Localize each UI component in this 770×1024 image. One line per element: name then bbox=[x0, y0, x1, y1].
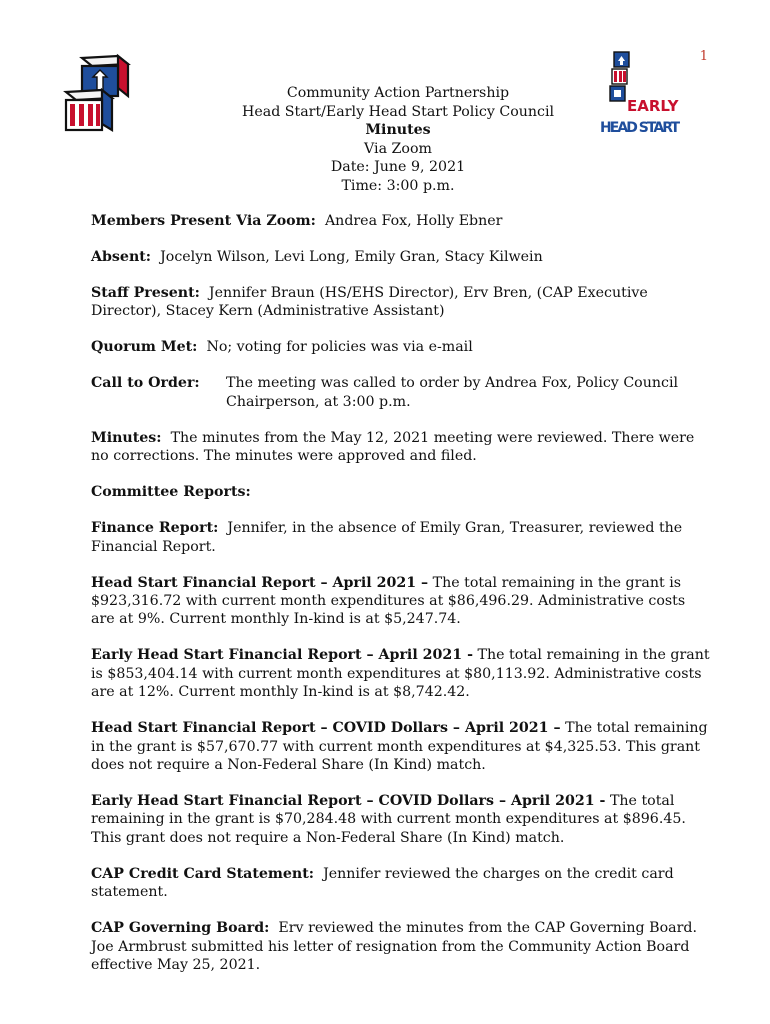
hs-financial-report: Head Start Financial Report – April 2021 – The total remaining in the grant is $923,316.72 with current month expenditures at $86,496.29. Administrative costs are at 9%. Current monthly In-kind is at $5,247.74. bbox=[91, 574, 686, 628]
governing-board-report: CAP Governing Board: Erv reviewed the minutes from the CAP Governing Board. Joe Armbrust submitted his letter of resignation from the Community Action Board effective May 25, 2021. bbox=[91, 920, 697, 974]
call-to-order: Call to Order: The meeting was called to order by Andrea Fox, Policy Council Chairperson, at 3:00 p.m. bbox=[91, 375, 679, 410]
logo-text-head-start: HEAD START bbox=[600, 120, 680, 136]
absent-members: Absent: Jocelyn Wilson, Levi Long, Emily Gran, Stacy Kilwein bbox=[91, 249, 543, 265]
hs-covid-report: Head Start Financial Report – COVID Dollars – April 2021 – The total remaining in the grant is $57,670.77 with current month expenditures at $4,325.53. This grant does not require a Non-Federal Share (In Kind) match. bbox=[91, 720, 708, 774]
doc-type: Minutes bbox=[365, 122, 431, 139]
members-present: Members Present Via Zoom: Andrea Fox, Holly Ebner bbox=[91, 213, 503, 229]
document-header bbox=[0, 84, 770, 196]
finance-report: Finance Report: Jennifer, in the absence of Emily Gran, Treasurer, reviewed the Financial Report. bbox=[91, 520, 683, 555]
committee-reports-heading: Committee Reports: bbox=[91, 484, 251, 501]
logo-text-early: EARLY bbox=[627, 97, 679, 115]
meeting-date: Date: June 9, 2021 bbox=[330, 159, 466, 176]
meeting-venue: Via Zoom bbox=[364, 140, 432, 157]
quorum-met: Quorum Met: No; voting for policies was via e-mail bbox=[91, 339, 473, 356]
council-name: Head Start/Early Head Start Policy Council bbox=[241, 103, 555, 120]
minutes-body bbox=[91, 212, 711, 992]
staff-present: Staff Present: Jennifer Braun (HS/EHS Director), Erv Bren, (CAP Executive Director), Stacey Kern (Administrative Assistant) bbox=[91, 285, 648, 320]
org-name: Community Action Partnership bbox=[286, 85, 510, 101]
meeting-time: Time: 3:00 p.m. bbox=[341, 177, 455, 194]
minutes-review: Minutes: The minutes from the May 12, 2021 meeting were reviewed. There were no corrections. The minutes were approved and filed. bbox=[91, 429, 695, 465]
credit-card-statement: CAP Credit Card Statement: Jennifer reviewed the charges on the credit card statement. bbox=[91, 865, 674, 901]
page-number: 1 bbox=[699, 49, 708, 64]
ehs-financial-report: Early Head Start Financial Report – April 2021 - The total remaining in the grant is $853,404.14 with current month expenditures at $80,113.92. Administrative costs are at 12%. Current monthly In-kind is at $8,742.42. bbox=[91, 647, 710, 701]
ehs-covid-report: Early Head Start Financial Report – COVID Dollars – April 2021 - The total remaining in the grant is $70,284.48 with current month expenditures at $896.45. This grant does not require a Non-Federal Share (In Kind) match. bbox=[91, 793, 686, 846]
